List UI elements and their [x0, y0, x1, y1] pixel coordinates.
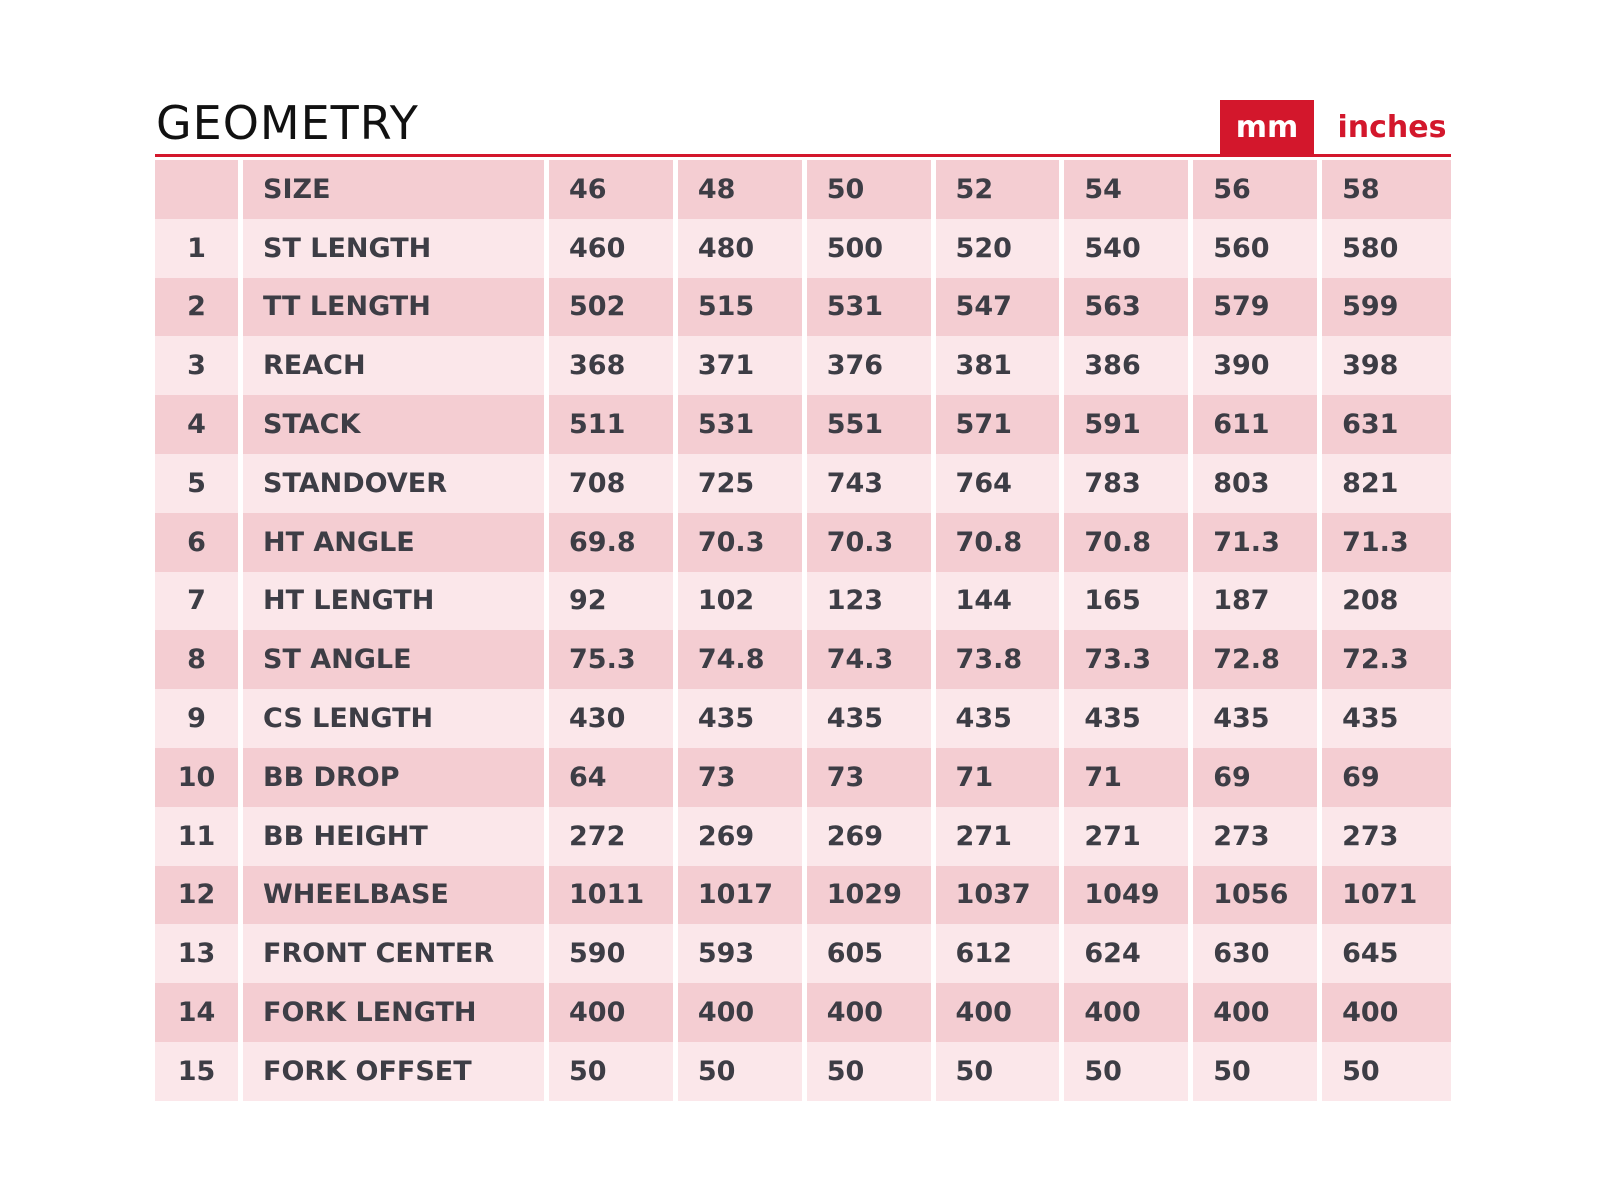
row-number-cell: 13 [155, 924, 243, 983]
measurement-value-cell: 435 [1322, 689, 1451, 748]
row-number-cell: 7 [155, 572, 243, 631]
unit-mm-button[interactable]: mm [1220, 100, 1314, 154]
measurement-value-cell: 273 [1322, 807, 1451, 866]
measurement-value-cell: 435 [1193, 689, 1322, 748]
measurement-value-cell: 368 [549, 336, 678, 395]
measurement-value-cell: 70.8 [1064, 513, 1193, 572]
measurement-value-cell: 803 [1193, 454, 1322, 513]
row-number-cell: 8 [155, 630, 243, 689]
measurement-value-cell: 502 [549, 278, 678, 337]
table-row [155, 689, 1451, 748]
measurement-value-cell: 612 [936, 924, 1065, 983]
measurement-value-cell: 371 [678, 336, 807, 395]
page-title: GEOMETRY [156, 96, 419, 150]
measurement-value-cell: 611 [1193, 395, 1322, 454]
measurement-value-cell: 591 [1064, 395, 1193, 454]
measurement-value-cell: 165 [1064, 572, 1193, 631]
measurement-label-cell: ST ANGLE [243, 630, 549, 689]
measurement-value-cell: 69.8 [549, 513, 678, 572]
row-number-cell: 12 [155, 866, 243, 925]
row-number-cell: 14 [155, 983, 243, 1042]
measurement-value-cell: 560 [1193, 219, 1322, 278]
measurement-label-cell: FORK OFFSET [243, 1042, 549, 1101]
measurement-value-cell: 71 [1064, 748, 1193, 807]
row-number-cell [155, 160, 243, 219]
measurement-value-cell: 69 [1322, 748, 1451, 807]
measurement-value-cell: 540 [1064, 219, 1193, 278]
measurement-value-cell: 631 [1322, 395, 1451, 454]
size-header-cell: 52 [936, 160, 1065, 219]
size-label-cell: SIZE [243, 160, 549, 219]
measurement-value-cell: 400 [807, 983, 936, 1042]
measurement-label-cell: REACH [243, 336, 549, 395]
measurement-value-cell: 73.3 [1064, 630, 1193, 689]
measurement-value-cell: 271 [1064, 807, 1193, 866]
row-number-cell: 10 [155, 748, 243, 807]
measurement-value-cell: 72.3 [1322, 630, 1451, 689]
measurement-value-cell: 50 [1322, 1042, 1451, 1101]
size-header-cell: 56 [1193, 160, 1322, 219]
table-row [155, 1042, 1451, 1101]
measurement-label-cell: STACK [243, 395, 549, 454]
measurement-value-cell: 400 [549, 983, 678, 1042]
measurement-value-cell: 400 [1322, 983, 1451, 1042]
measurement-value-cell: 71 [936, 748, 1065, 807]
measurement-value-cell: 551 [807, 395, 936, 454]
measurement-value-cell: 74.3 [807, 630, 936, 689]
measurement-value-cell: 271 [936, 807, 1065, 866]
measurement-value-cell: 1049 [1064, 866, 1193, 925]
measurement-value-cell: 590 [549, 924, 678, 983]
measurement-value-cell: 571 [936, 395, 1065, 454]
measurement-value-cell: 50 [1193, 1042, 1322, 1101]
measurement-value-cell: 1029 [807, 866, 936, 925]
measurement-value-cell: 430 [549, 689, 678, 748]
table-row [155, 336, 1451, 395]
size-header-cell: 48 [678, 160, 807, 219]
row-number-cell: 1 [155, 219, 243, 278]
row-number-cell: 15 [155, 1042, 243, 1101]
size-header-cell: 50 [807, 160, 936, 219]
measurement-value-cell: 208 [1322, 572, 1451, 631]
measurement-value-cell: 460 [549, 219, 678, 278]
measurement-value-cell: 630 [1193, 924, 1322, 983]
table-row [155, 278, 1451, 337]
measurement-value-cell: 1071 [1322, 866, 1451, 925]
measurement-value-cell: 400 [936, 983, 1065, 1042]
measurement-value-cell: 92 [549, 572, 678, 631]
measurement-value-cell: 480 [678, 219, 807, 278]
size-header-cell: 58 [1322, 160, 1451, 219]
measurement-value-cell: 71.3 [1193, 513, 1322, 572]
measurement-value-cell: 563 [1064, 278, 1193, 337]
title-divider [155, 154, 1451, 157]
measurement-value-cell: 400 [678, 983, 807, 1042]
measurement-value-cell: 64 [549, 748, 678, 807]
unit-toggle [1220, 100, 1462, 156]
table-row [155, 395, 1451, 454]
measurement-value-cell: 75.3 [549, 630, 678, 689]
measurement-value-cell: 1056 [1193, 866, 1322, 925]
measurement-value-cell: 144 [936, 572, 1065, 631]
measurement-value-cell: 435 [678, 689, 807, 748]
measurement-label-cell: STANDOVER [243, 454, 549, 513]
table-row [155, 866, 1451, 925]
measurement-label-cell: HT ANGLE [243, 513, 549, 572]
measurement-value-cell: 783 [1064, 454, 1193, 513]
measurement-value-cell: 547 [936, 278, 1065, 337]
measurement-label-cell: CS LENGTH [243, 689, 549, 748]
row-number-cell: 11 [155, 807, 243, 866]
measurement-value-cell: 624 [1064, 924, 1193, 983]
measurement-label-cell: BB HEIGHT [243, 807, 549, 866]
measurement-value-cell: 269 [807, 807, 936, 866]
measurement-value-cell: 500 [807, 219, 936, 278]
measurement-value-cell: 520 [936, 219, 1065, 278]
row-number-cell: 4 [155, 395, 243, 454]
measurement-value-cell: 73.8 [936, 630, 1065, 689]
measurement-value-cell: 599 [1322, 278, 1451, 337]
measurement-value-cell: 269 [678, 807, 807, 866]
measurement-value-cell: 50 [1064, 1042, 1193, 1101]
measurement-label-cell: WHEELBASE [243, 866, 549, 925]
row-number-cell: 5 [155, 454, 243, 513]
measurement-value-cell: 605 [807, 924, 936, 983]
measurement-value-cell: 435 [807, 689, 936, 748]
measurement-value-cell: 69 [1193, 748, 1322, 807]
measurement-value-cell: 273 [1193, 807, 1322, 866]
row-number-cell: 2 [155, 278, 243, 337]
row-number-cell: 3 [155, 336, 243, 395]
measurement-value-cell: 187 [1193, 572, 1322, 631]
measurement-value-cell: 72.8 [1193, 630, 1322, 689]
table-row [155, 748, 1451, 807]
measurement-value-cell: 123 [807, 572, 936, 631]
measurement-value-cell: 593 [678, 924, 807, 983]
measurement-value-cell: 515 [678, 278, 807, 337]
table-row [155, 924, 1451, 983]
measurement-value-cell: 50 [678, 1042, 807, 1101]
table-row [155, 219, 1451, 278]
measurement-value-cell: 821 [1322, 454, 1451, 513]
measurement-value-cell: 390 [1193, 336, 1322, 395]
measurement-value-cell: 70.3 [678, 513, 807, 572]
geometry-table [155, 160, 1451, 1101]
measurement-value-cell: 400 [1064, 983, 1193, 1042]
table-row [155, 513, 1451, 572]
measurement-value-cell: 386 [1064, 336, 1193, 395]
measurement-value-cell: 1011 [549, 866, 678, 925]
measurement-value-cell: 376 [807, 336, 936, 395]
table-row [155, 983, 1451, 1042]
measurement-value-cell: 73 [807, 748, 936, 807]
measurement-value-cell: 71.3 [1322, 513, 1451, 572]
measurement-value-cell: 50 [936, 1042, 1065, 1101]
measurement-value-cell: 531 [807, 278, 936, 337]
measurement-value-cell: 708 [549, 454, 678, 513]
row-number-cell: 9 [155, 689, 243, 748]
measurement-value-cell: 579 [1193, 278, 1322, 337]
table-header-row [155, 160, 1451, 219]
measurement-value-cell: 70.8 [936, 513, 1065, 572]
measurement-value-cell: 645 [1322, 924, 1451, 983]
measurement-label-cell: HT LENGTH [243, 572, 549, 631]
measurement-label-cell: FORK LENGTH [243, 983, 549, 1042]
measurement-value-cell: 50 [549, 1042, 678, 1101]
table-row [155, 572, 1451, 631]
measurement-value-cell: 70.3 [807, 513, 936, 572]
measurement-label-cell: BB DROP [243, 748, 549, 807]
measurement-value-cell: 435 [1064, 689, 1193, 748]
measurement-value-cell: 435 [936, 689, 1065, 748]
measurement-value-cell: 743 [807, 454, 936, 513]
measurement-label-cell: ST LENGTH [243, 219, 549, 278]
measurement-label-cell: TT LENGTH [243, 278, 549, 337]
measurement-value-cell: 400 [1193, 983, 1322, 1042]
table-row [155, 454, 1451, 513]
measurement-label-cell: FRONT CENTER [243, 924, 549, 983]
measurement-value-cell: 1037 [936, 866, 1065, 925]
size-header-cell: 46 [549, 160, 678, 219]
measurement-value-cell: 74.8 [678, 630, 807, 689]
measurement-value-cell: 50 [807, 1042, 936, 1101]
row-number-cell: 6 [155, 513, 243, 572]
measurement-value-cell: 764 [936, 454, 1065, 513]
measurement-value-cell: 1017 [678, 866, 807, 925]
table-row [155, 630, 1451, 689]
table-row [155, 807, 1451, 866]
measurement-value-cell: 272 [549, 807, 678, 866]
measurement-value-cell: 381 [936, 336, 1065, 395]
measurement-value-cell: 580 [1322, 219, 1451, 278]
measurement-value-cell: 531 [678, 395, 807, 454]
measurement-value-cell: 398 [1322, 336, 1451, 395]
unit-inches-button[interactable]: inches [1337, 109, 1447, 145]
measurement-value-cell: 102 [678, 572, 807, 631]
measurement-value-cell: 73 [678, 748, 807, 807]
measurement-value-cell: 725 [678, 454, 807, 513]
measurement-value-cell: 511 [549, 395, 678, 454]
size-header-cell: 54 [1064, 160, 1193, 219]
